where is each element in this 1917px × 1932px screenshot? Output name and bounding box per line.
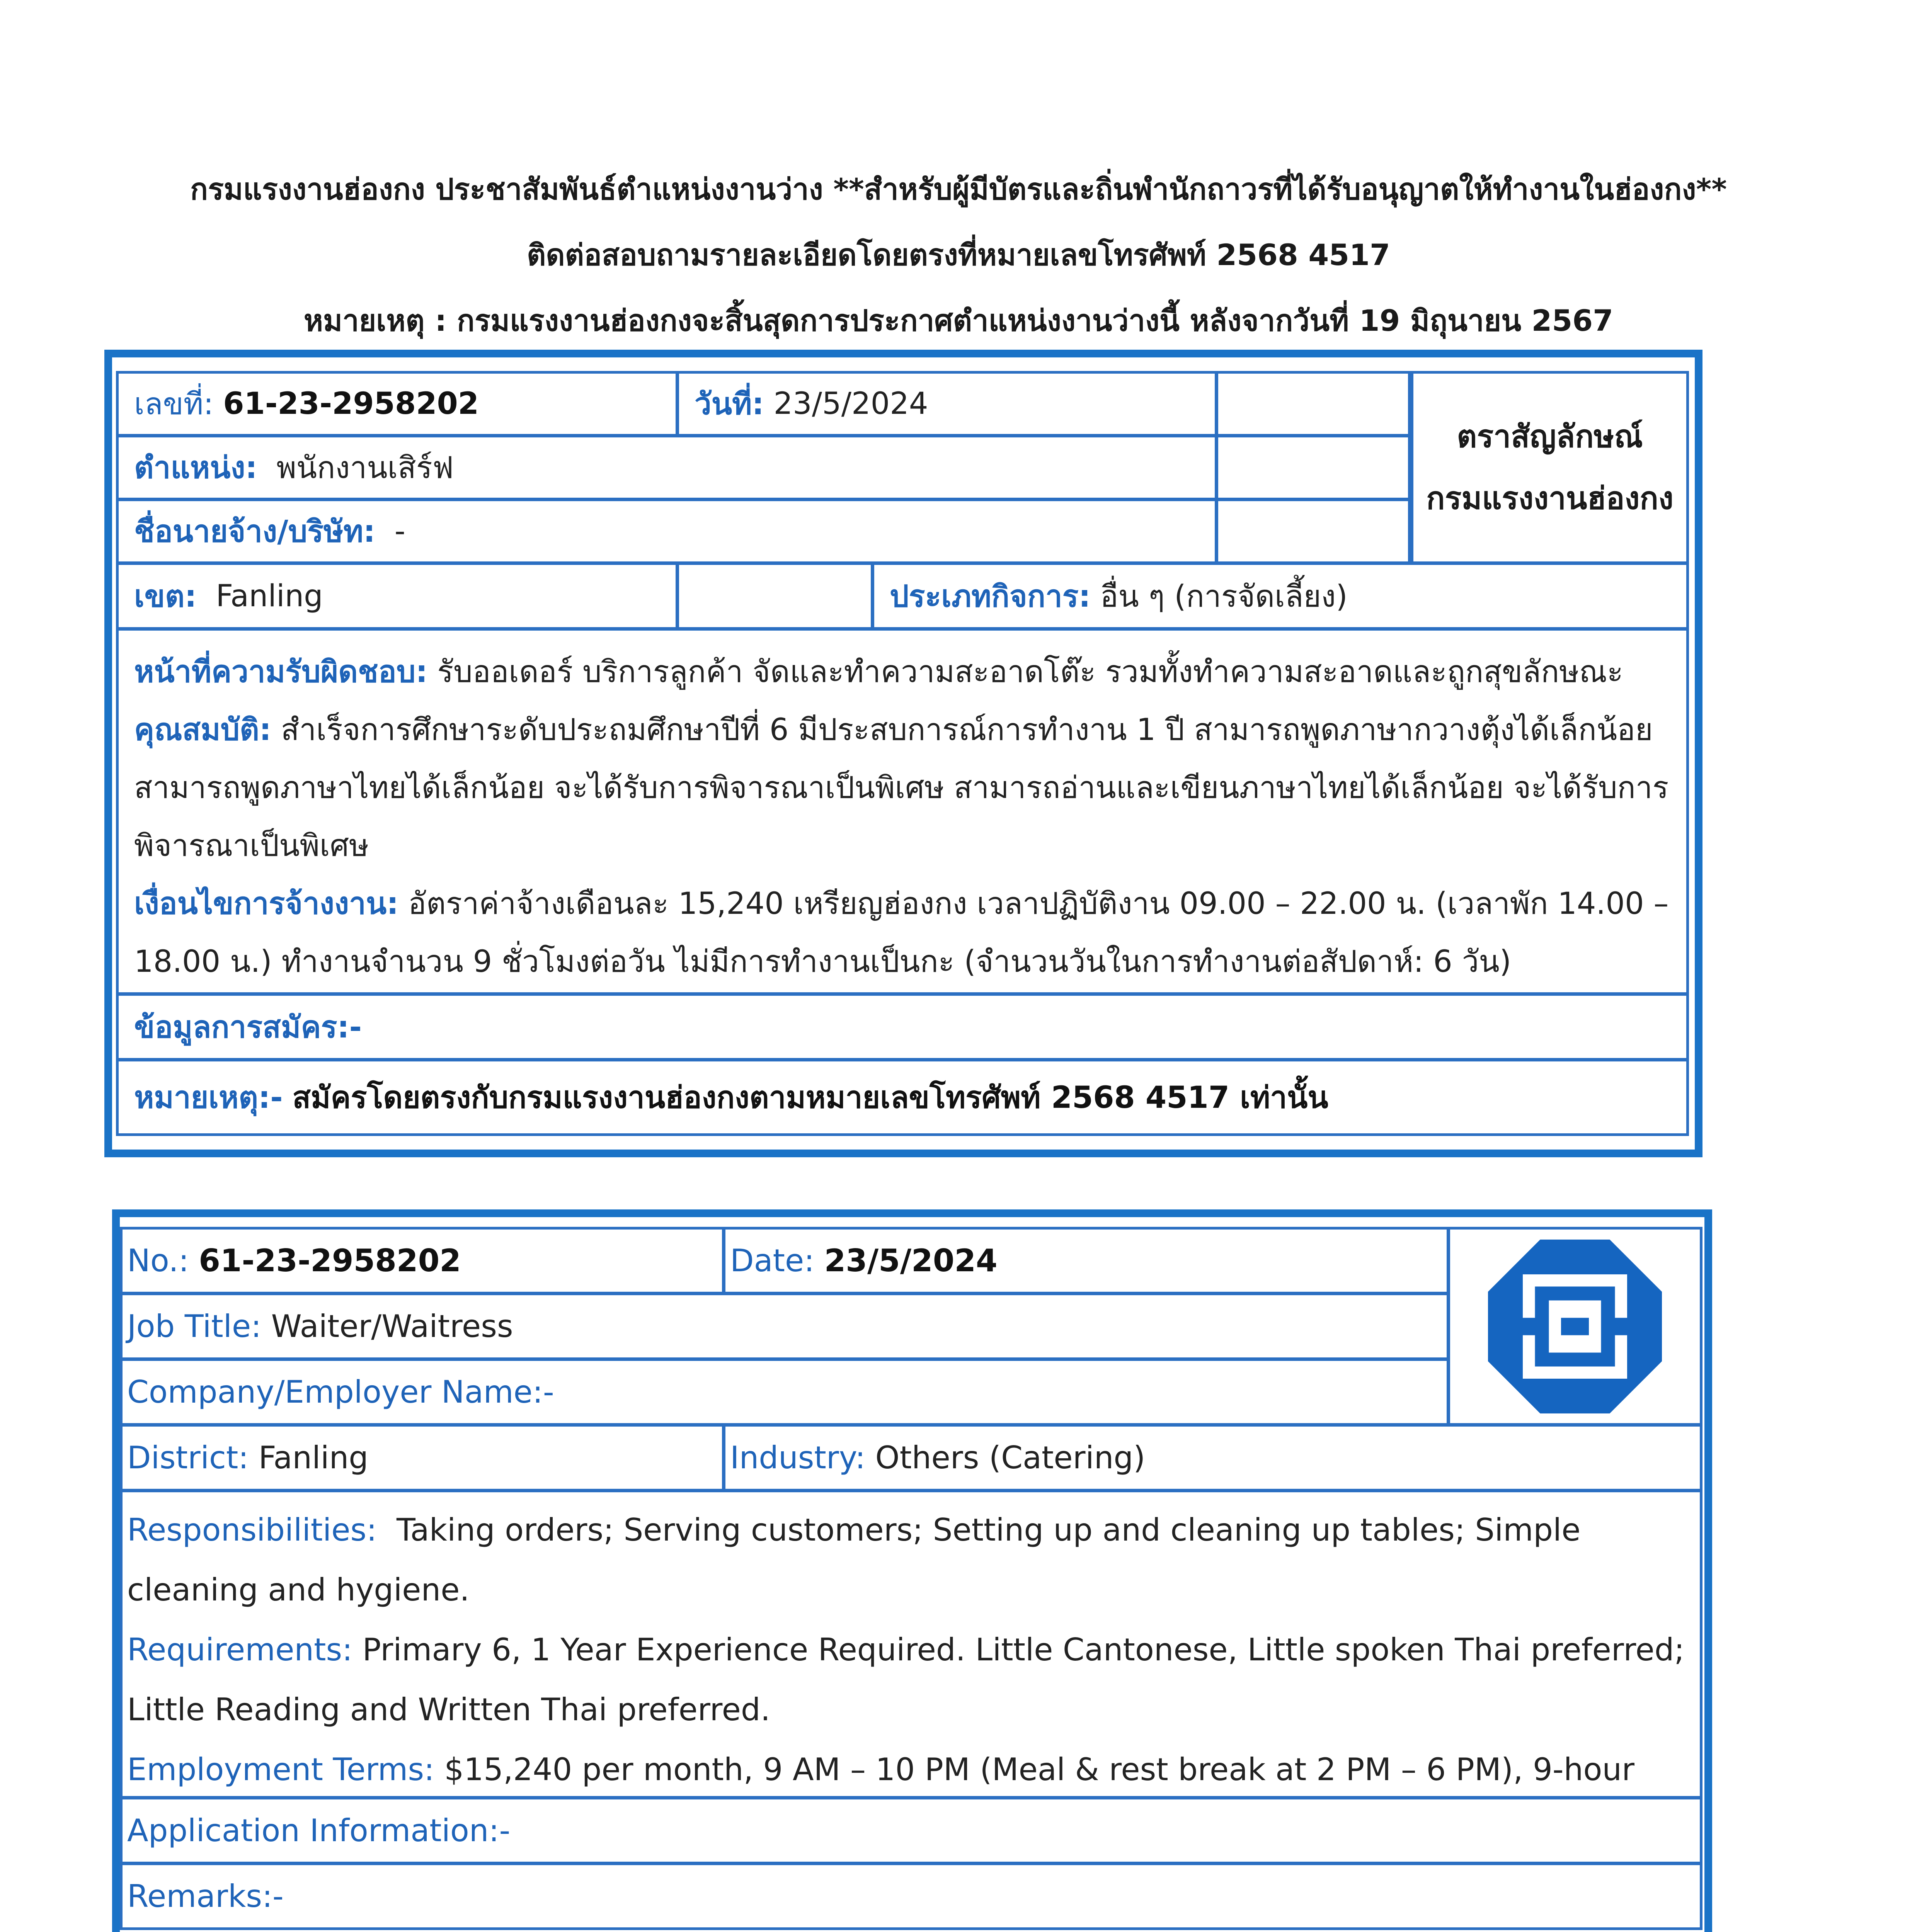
thai-title-cell: [116, 435, 1217, 500]
thai-date-label: วันที่:: [695, 387, 764, 422]
english-req-label: Requirements:: [127, 1632, 353, 1668]
thai-date-value: 23/5/2024: [773, 386, 928, 421]
thai-district-label: เขต:: [134, 579, 197, 614]
thai-resp-value: รับออเดอร์ บริการลูกค้า จัดและทำความสะอาดโต๊ะ รวมทั้งทำความสะอาดและถูกสุขลักษณะ: [437, 655, 1623, 689]
thai-employer-label: ชื่อนายจ้าง/บริษัท:: [134, 514, 376, 549]
english-apply-label: Application Information:-: [127, 1813, 511, 1849]
english-district-label: District:: [127, 1440, 249, 1476]
thai-date-cell: [676, 371, 1217, 437]
thai-empty-cell-3: [1216, 498, 1411, 564]
english-terms-value: $15,240 per month, 9 AM – 10 PM (Meal & rest break at 2 PM – 6 PM), 9-hour: [444, 1752, 1634, 1787]
thai-no-value: 61-23-2958202: [223, 386, 479, 421]
stamp-label-line2: กรมแรงงานฮ่องกง: [1426, 480, 1674, 516]
english-employer-cell: [120, 1358, 1449, 1426]
english-employer-label: Company/Employer Name:-: [127, 1374, 554, 1410]
thai-employer-value: -: [394, 514, 405, 549]
stamp-label-line1: ตราสัญลักษณ์: [1457, 418, 1643, 454]
english-title-value: Waiter/Waitress: [271, 1308, 513, 1344]
thai-employer-cell: [116, 498, 1217, 564]
thai-terms-label: เงื่อนไขการจ้างงาน:: [134, 886, 399, 921]
thai-card: [112, 357, 1695, 1150]
thai-district-empty-cell: [676, 562, 873, 630]
thai-stamp-cell: [1411, 371, 1689, 564]
english-no-value: 61-23-2958202: [199, 1243, 461, 1279]
english-district-cell: [120, 1424, 725, 1492]
thai-district-cell: [116, 562, 678, 630]
thai-req-value: สำเร็จการศึกษาระดับประถมศึกษาปีที่ 6 มีประสบการณ์การทำงาน 1 ปี สามารถพูดภาษากวางตุ้งได้เล็กน้อย สามารถพูดภาษาไทยได้เล็กน้อย จะได้รับการพิจารณาเป็นพิเศษ สามารถอ่านและเขียนภาษาไทยได้เล็กน้อย จะได้รับการพิจารณาเป็นพิเศษ: [134, 713, 1669, 863]
english-no-label: No.:: [127, 1243, 189, 1279]
thai-title-value: พนักงานเสิร์ฟ: [276, 451, 454, 485]
english-terms-label: Employment Terms:: [127, 1752, 434, 1787]
english-industry-label: Industry:: [730, 1440, 866, 1476]
thai-district-value: Fanling: [216, 578, 323, 614]
thai-remarks-cell: [116, 1059, 1689, 1136]
thai-resp-label: หน้าที่ความรับผิดชอบ:: [134, 655, 428, 689]
thai-remarks-value: สมัครโดยตรงกับกรมแรงงานฮ่องกงตามหมายเลขโทรศัพท์ 2568 4517 เท่านั้น: [292, 1080, 1328, 1115]
thai-industry-value: อื่น ๆ (การจัดเลี้ยง): [1100, 579, 1348, 614]
english-logo-cell: [1447, 1227, 1702, 1426]
header-line-3: หมายเหตุ : กรมแรงงานฮ่องกงจะสิ้นสุดการประกาศตำแหน่งงานว่างนี้ หลังจากวันที่ 19 มิถุนายน 2567: [303, 303, 1614, 338]
thai-empty-cell-2: [1216, 435, 1411, 500]
english-description-cell: [120, 1490, 1702, 1799]
thai-no-cell: [116, 371, 678, 437]
english-remarks-label: Remarks:-: [127, 1878, 284, 1914]
english-resp-value: Taking orders; Serving customers; Setting up and cleaning up tables; Simple cleaning and hygiene.: [127, 1512, 1581, 1608]
english-industry-value: Others (Catering): [875, 1440, 1146, 1476]
thai-req-label: คุณสมบัติ:: [134, 713, 271, 747]
thai-industry-label: ประเภทกิจการ:: [890, 579, 1091, 614]
english-title-cell: [120, 1293, 1449, 1360]
thai-remarks-label: หมายเหตุ:-: [134, 1080, 283, 1115]
english-apply-cell: [120, 1797, 1702, 1864]
header-line-1: กรมแรงงานฮ่องกง ประชาสัมพันธ์ตำแหน่งงานว่าง **สำหรับผู้มีบัตรและถิ่นพำนักถาวรที่ได้รับอนุญาตให้ทำงานในฮ่องกง**: [190, 172, 1727, 206]
english-district-value: Fanling: [258, 1440, 369, 1476]
thai-title-label: ตำแหน่ง:: [134, 451, 257, 485]
english-card: [120, 1217, 1704, 1932]
thai-terms-value: อัตราค่าจ้างเดือนละ 15,240 เหรียญฮ่องกง เวลาปฏิบัติงาน 09.00 – 22.00 น. (เวลาพัก 14.00 – 18.00 น.) ทำงานจำนวน 9 ชั่วโมงต่อวัน ไม่มีการทำงานเป็นกะ (จำนวนวันในการทำงานต่อสัปดาห์: 6 วัน): [134, 886, 1669, 979]
english-date-cell: [723, 1227, 1449, 1294]
thai-apply-label: ข้อมูลการสมัคร:-: [134, 1010, 362, 1045]
thai-no-label: เลขที่:: [134, 387, 214, 422]
english-resp-label: Responsibilities:: [127, 1512, 377, 1548]
english-industry-cell: [723, 1424, 1702, 1492]
english-title-label: Job Title:: [127, 1308, 262, 1344]
header-line-2: ติดต่อสอบถามรายละเอียดโดยตรงที่หมายเลขโทรศัพท์ 2568 4517: [527, 238, 1390, 272]
thai-industry-cell: [872, 562, 1689, 630]
english-req-value: Primary 6, 1 Year Experience Required. Little Cantonese, Little spoken Thai preferred; Little Reading and Written Thai preferred.: [127, 1632, 1685, 1728]
english-no-cell: [120, 1227, 725, 1294]
english-date-value: 23/5/2024: [824, 1243, 998, 1279]
english-date-label: Date:: [730, 1243, 815, 1279]
thai-empty-cell-1: [1216, 371, 1411, 437]
thai-apply-cell: [116, 993, 1689, 1061]
thai-description-cell: [116, 628, 1689, 995]
labour-department-logo-icon: [1488, 1240, 1662, 1413]
english-remarks-cell: [120, 1862, 1702, 1930]
